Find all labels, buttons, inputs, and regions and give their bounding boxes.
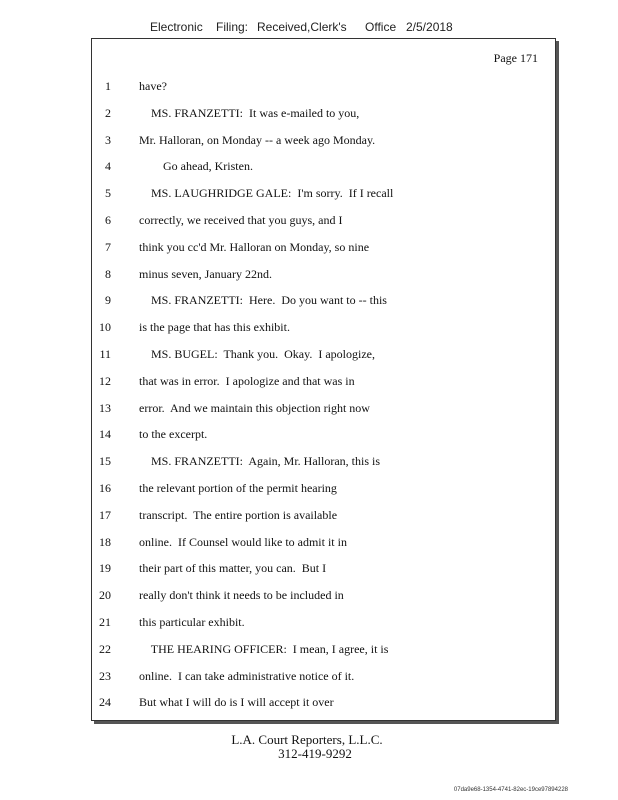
line-number: 12	[99, 373, 111, 388]
line-number: 8	[105, 266, 111, 281]
line-number: 5	[105, 186, 111, 201]
transcript-line	[92, 475, 555, 502]
transcript-line	[92, 127, 555, 154]
transcript-line	[92, 73, 555, 100]
transcript-line	[92, 153, 555, 180]
line-text: have?	[139, 79, 167, 93]
filing-header-word-3: Received,Clerk's	[257, 20, 347, 34]
line-number: 21	[99, 614, 111, 629]
transcript-line	[92, 609, 555, 636]
line-number: 9	[105, 293, 111, 308]
line-text: this particular exhibit.	[139, 614, 245, 629]
line-number: 10	[99, 320, 111, 335]
line-number: 7	[105, 239, 111, 254]
transcript-line	[92, 234, 555, 261]
line-number: 22	[99, 641, 111, 656]
line-number: 14	[99, 427, 111, 442]
line-text: really don't think it needs to be included in	[139, 588, 344, 603]
transcript-line-list	[92, 73, 555, 716]
line-number: 24	[99, 695, 111, 710]
filing-header-word-2: Filing:	[216, 20, 249, 34]
line-text: THE HEARING OFFICER: I mean, I agree, it is	[139, 641, 389, 656]
line-text: the relevant portion of the permit hearing	[139, 480, 337, 495]
transcript-line	[92, 582, 555, 609]
transcript-line	[92, 502, 555, 529]
line-text: But what I will do is I will accept it over	[139, 695, 334, 710]
line-number: 2	[105, 105, 111, 120]
transcript-line	[92, 314, 555, 341]
line-number: 1	[105, 79, 111, 93]
line-number: 3	[105, 132, 111, 147]
line-number: 11	[99, 346, 111, 361]
line-text: MS. FRANZETTI: Again, Mr. Halloran, this is	[139, 454, 380, 469]
line-number: 15	[99, 454, 111, 469]
transcript-line	[92, 287, 555, 314]
transcript-line	[92, 421, 555, 448]
line-text: think you cc'd Mr. Halloran on Monday, so nine	[139, 239, 370, 254]
line-text: MS. LAUGHRIDGE GALE: I'm sorry. If I recall	[139, 186, 394, 201]
transcript-line	[92, 207, 555, 234]
line-text: minus seven, January 22nd.	[139, 266, 272, 281]
line-text: transcript. The entire portion is available	[139, 507, 338, 522]
line-text: correctly, we received that you guys, and I	[139, 212, 343, 227]
line-text: online. If Counsel would like to admit it in	[139, 534, 347, 549]
line-number: 6	[105, 212, 111, 227]
line-number: 13	[99, 400, 111, 415]
transcript-line	[92, 555, 555, 582]
line-number: 16	[99, 480, 111, 495]
line-text: their part of this matter, you can. But I	[139, 561, 327, 576]
line-text: that was in error. I apologize and that was in	[139, 373, 355, 388]
line-text: is the page that has this exhibit.	[139, 320, 290, 335]
transcript-line	[92, 529, 555, 556]
transcript-line	[92, 180, 555, 207]
transcript-line	[92, 689, 555, 716]
court-reporter-phone: 312-419-9292	[278, 746, 352, 761]
line-number: 23	[99, 668, 111, 683]
line-text: Go ahead, Kristen.	[139, 159, 253, 174]
line-text: to the excerpt.	[139, 427, 208, 442]
filing-header-word-4: Office	[365, 20, 397, 34]
transcript-line	[92, 663, 555, 690]
filing-header-date: 2/5/2018	[406, 20, 453, 34]
filing-header-word-1: Electronic	[150, 20, 203, 34]
line-text: MS. FRANZETTI: Here. Do you want to -- this	[139, 293, 387, 308]
line-text: online. I can take administrative notice of it.	[139, 668, 355, 683]
line-text: Mr. Halloran, on Monday -- a week ago Monday.	[139, 132, 376, 147]
transcript-line	[92, 100, 555, 127]
line-number: 18	[99, 534, 111, 549]
page-number: Page 171	[493, 51, 538, 65]
transcript-line	[92, 341, 555, 368]
line-text: MS. BUGEL: Thank you. Okay. I apologize,	[139, 346, 375, 361]
line-text: error. And we maintain this objection right now	[139, 400, 370, 415]
document-id: 07da9e68-1354-4741-82ec-19ce97894228	[453, 787, 568, 793]
line-number: 20	[99, 588, 111, 603]
transcript-line	[92, 448, 555, 475]
transcript-line	[92, 261, 555, 288]
page-footer	[0, 733, 618, 761]
electronic-filing-header	[150, 20, 480, 36]
line-number: 19	[99, 561, 111, 576]
transcript-page	[91, 38, 556, 721]
line-text: MS. FRANZETTI: It was e-mailed to you,	[139, 105, 360, 120]
transcript-line	[92, 636, 555, 663]
transcript-line	[92, 368, 555, 395]
line-number: 4	[105, 159, 111, 174]
transcript-line	[92, 395, 555, 422]
court-reporter-name: L.A. Court Reporters, L.L.C.	[231, 732, 383, 747]
line-number: 17	[99, 507, 111, 522]
